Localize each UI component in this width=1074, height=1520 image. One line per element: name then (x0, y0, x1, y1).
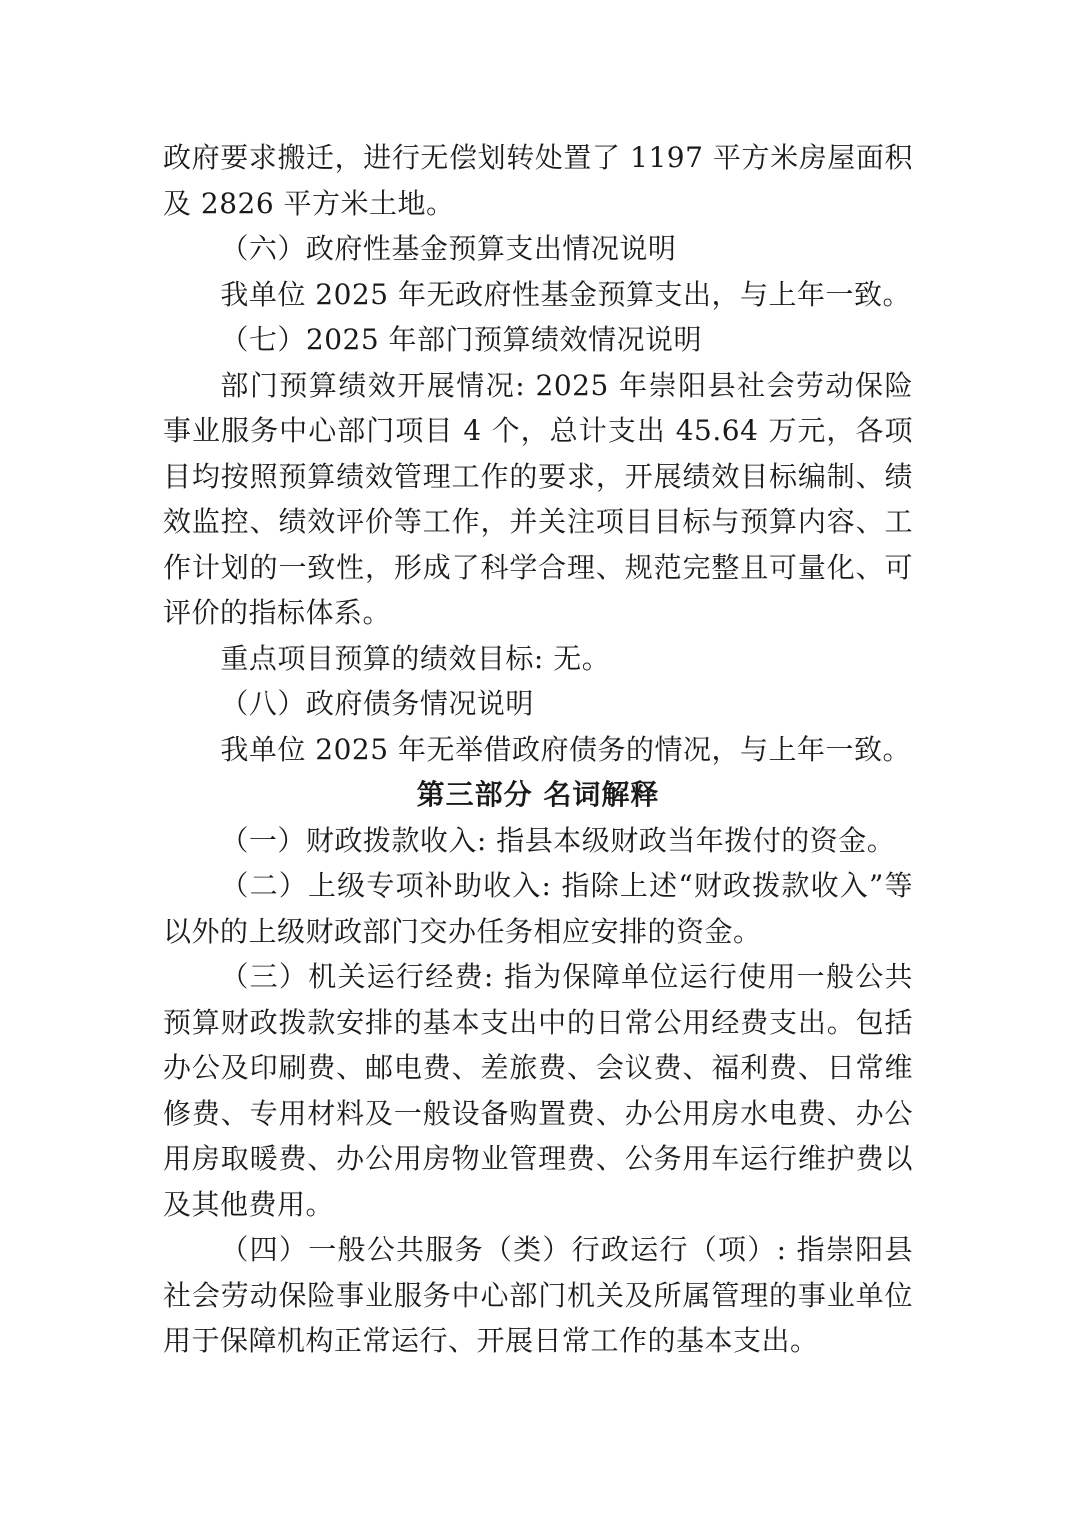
definition-fiscal-appropriation: （一）财政拨款收入: 指县本级财政当年拨付的资金。 (220, 823, 896, 857)
definition-administrative-operation: （四）一般公共服务（类）行政运行（项）: 指崇阳县社会劳动保险事业服务中心部门机关及所属管理的事业单位用于保障机构正常运行、开展日常工作的基本支出。 (163, 1233, 913, 1357)
definition-special-subsidy: （二）上级专项补助收入: 指除上述“财政拨款收入”等以外的上级财政部门交办任务相应安排的资金。 (163, 869, 913, 948)
subheading-performance: （七）2025 年部门预算绩效情况说明 (220, 323, 703, 356)
paragraph-fund-budget: 我单位 2025 年无政府性基金预算支出，与上年一致。 (220, 277, 911, 311)
subheading-government-debt: （八）政府债务情况说明 (220, 687, 534, 720)
paragraph-government-debt: 我单位 2025 年无举借政府债务的情况，与上年一致。 (220, 732, 911, 766)
document-page (163, 135, 913, 1364)
section-heading-glossary: 第三部分 名词解释 (416, 778, 660, 811)
paragraph-key-project-goals: 重点项目预算的绩效目标: 无。 (220, 641, 611, 675)
definition-operating-funds: （三）机关运行经费: 指为保障单位运行使用一般公共预算财政拨款安排的基本支出中的日常公用经费支出。包括办公及印刷费、邮电费、差旅费、会议费、福利费、日常维修费、专用材料及一般设备购置费、办公用房水电费、办公用房取暖费、办公用房物业管理费、公务用车运行维护费以及其他费用。 (163, 960, 913, 1221)
subheading-fund-budget: （六）政府性基金预算支出情况说明 (220, 232, 677, 265)
paragraph-relocation: 政府要求搬迁，进行无偿划转处置了 1197 平方米房屋面积及 2826 平方米土地。 (163, 141, 913, 220)
paragraph-performance: 部门预算绩效开展情况: 2025 年崇阳县社会劳动保险事业服务中心部门项目 4 个，总计支出 45.64 万元，各项目均按照预算绩效管理工作的要求，开展绩效目标编制、绩效监控、绩效评价等工作，并关注项目目标与预算内容、工作计划的一致性，形成了科学合理、规范完整且可量化、可评价的指标体系。 (163, 368, 913, 629)
